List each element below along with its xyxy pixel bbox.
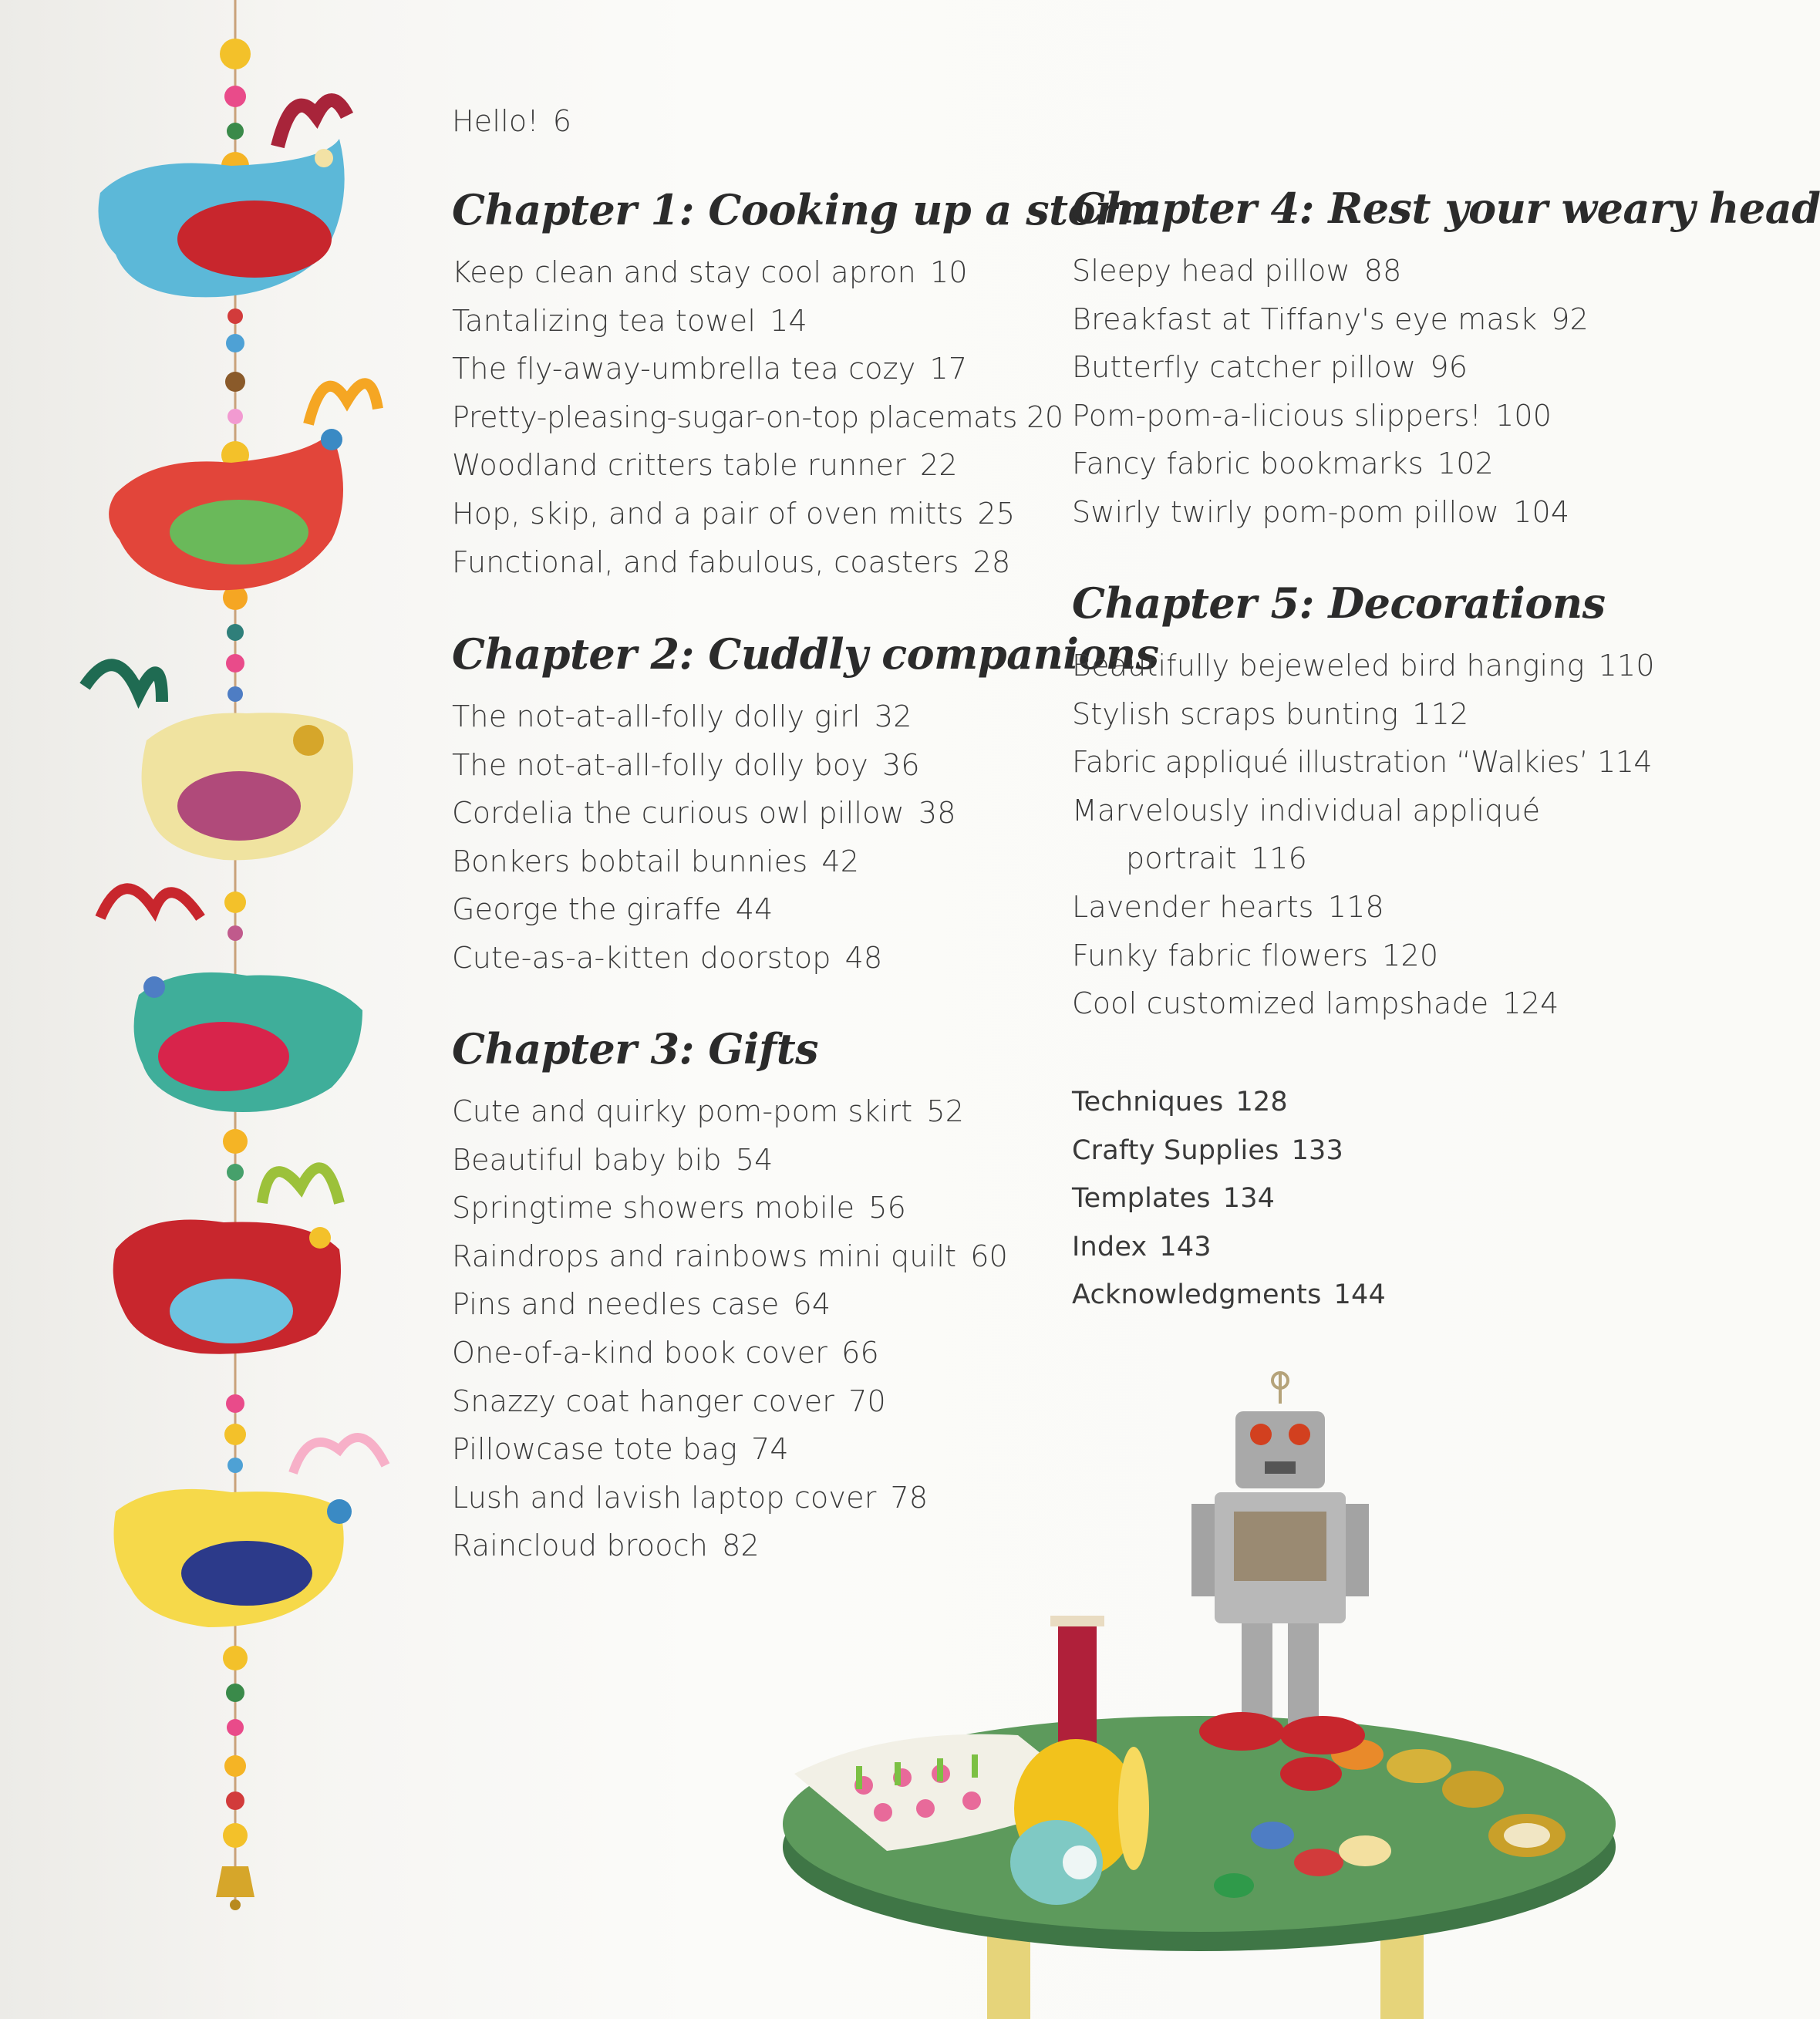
entry-page: 143 [1159, 1231, 1212, 1262]
entry-label: Pins and needles case [452, 1287, 780, 1322]
entry-page: 102 [1437, 447, 1495, 481]
fabric-bird-2 [109, 383, 378, 590]
toc-entry[interactable] [1072, 1078, 1386, 1127]
toc-entry[interactable] [452, 1184, 1008, 1232]
fabric-bird-3 [85, 665, 353, 860]
buttons-group [1214, 1739, 1566, 1898]
entry-page: 56 [868, 1191, 906, 1225]
toy-robot [1191, 1373, 1369, 1754]
entry-label: Breakfast at Tiffany's eye mask [1072, 302, 1538, 336]
entry-label: Templates [1072, 1183, 1211, 1215]
toc-entry-hello[interactable] [452, 97, 571, 146]
entry-page: 70 [848, 1384, 886, 1418]
toc-entry[interactable] [452, 838, 1159, 886]
toc-entry[interactable] [452, 693, 1159, 741]
entry-page: 118 [1327, 889, 1384, 924]
toc-entry[interactable] [452, 934, 1159, 983]
toc-entry[interactable] [1072, 979, 1655, 1028]
toc-entry[interactable] [452, 1232, 1008, 1281]
toc-entry[interactable] [1072, 343, 1820, 392]
toc-entry[interactable] [1072, 642, 1655, 690]
entry-page: 44 [735, 892, 774, 927]
entry-label: Lush and lavish laptop cover [452, 1480, 877, 1515]
toc-entry[interactable] [1072, 392, 1820, 440]
entry-label: Snazzy coat hanger cover [452, 1384, 835, 1418]
entry-label: Raindrops and rainbows mini quilt [452, 1239, 957, 1273]
toc-entry[interactable] [452, 345, 1161, 393]
toc-entry[interactable] [452, 1474, 1008, 1522]
entry-label: Techniques [1072, 1087, 1224, 1117]
entry-label: Cute-as-a-kitten doorstop [452, 940, 831, 975]
toc-entry[interactable] [452, 490, 1161, 538]
entry-page: 112 [1412, 696, 1469, 731]
entry-label: The fly-away-umbrella tea cozy [452, 352, 916, 386]
entry-label: Springtime showers mobile [452, 1191, 855, 1225]
entry-page: 114 [1597, 745, 1652, 780]
toc-entry[interactable] [452, 538, 1161, 587]
toc-entry[interactable] [452, 789, 1159, 838]
entry-page: 116 [1250, 841, 1307, 876]
toc-entry[interactable] [452, 1280, 1008, 1329]
entry-page: 74 [751, 1432, 789, 1467]
entry-page: 28 [972, 544, 1011, 579]
chapter-2-section [452, 622, 1159, 983]
entry-page: 54 [735, 1142, 774, 1177]
entry-label: Index [1072, 1231, 1148, 1262]
toc-entry[interactable] [1072, 1127, 1386, 1175]
entry-label: One-of-a-kind book cover [452, 1335, 828, 1370]
toc-entry[interactable] [1072, 247, 1820, 295]
entry-page: 110 [1598, 649, 1655, 683]
entry-label: Cordelia the curious owl pillow [452, 796, 905, 831]
entry-page: 52 [926, 1094, 965, 1128]
toc-entry[interactable] [452, 1377, 1008, 1426]
entry-label: Hello! [452, 104, 539, 138]
entry-page: 120 [1382, 938, 1439, 972]
entry-page: 92 [1551, 302, 1589, 336]
entry-label: Swirly twirly pom-pom pillow [1072, 494, 1500, 529]
entry-label: Pretty-pleasing-sugar-on-top placemats [452, 399, 1018, 434]
entry-page: 133 [1291, 1134, 1343, 1166]
entry-page: 96 [1430, 350, 1468, 385]
toc-entry[interactable] [1072, 488, 1820, 537]
entry-page: 144 [1333, 1279, 1386, 1311]
entry-page: 88 [1363, 254, 1402, 288]
entry-page: 78 [890, 1480, 929, 1515]
toc-entry[interactable] [1072, 932, 1655, 980]
toc-entry[interactable] [1072, 295, 1820, 344]
entry-page: 36 [881, 747, 920, 782]
entry-label: Cool customized lampshade [1072, 986, 1489, 1021]
entry-label: Sleepy head pillow [1072, 254, 1350, 288]
entry-label: Funky fabric flowers [1072, 938, 1369, 972]
entry-label: Bonkers bobtail bunnies [452, 844, 808, 878]
entry-label: The not-at-all-folly dolly girl [452, 699, 861, 733]
chapter-3-section [452, 1016, 1008, 1570]
entry-label: Fancy fabric bookmarks [1072, 447, 1424, 481]
entry-label: Raincloud brooch [452, 1529, 709, 1563]
chapter-5-section [1072, 571, 1655, 1028]
entry-page: 64 [793, 1287, 831, 1322]
entry-label: Cute and quirky pom-pom skirt [452, 1094, 913, 1128]
toc-entry[interactable] [452, 393, 1161, 442]
entry-page: 134 [1222, 1183, 1276, 1215]
entry-page: 100 [1495, 398, 1552, 433]
entry-label: Fabric appliqué illustration “Walkies’ [1072, 745, 1589, 780]
toc-entry[interactable] [1072, 690, 1655, 739]
chapter-4-section [1072, 176, 1820, 537]
toc-entry[interactable] [1072, 440, 1820, 488]
entry-label: Acknowledgments [1072, 1279, 1322, 1311]
entry-label: George the giraffe [452, 892, 722, 927]
toc-entry[interactable] [452, 885, 1159, 934]
fabric-bird-1 [99, 100, 348, 297]
entry-page: 66 [841, 1335, 879, 1370]
entry-page: 128 [1235, 1087, 1288, 1117]
toc-entry[interactable] [452, 248, 1161, 297]
toc-intro [452, 97, 571, 146]
entry-page: 14 [770, 303, 807, 338]
back-matter-section [1072, 1078, 1386, 1320]
entry-page: 17 [929, 352, 968, 386]
entry-label: Keep clean and stay cool apron [452, 255, 916, 289]
entry-page: 10 [929, 255, 968, 289]
fabric-bird-4 [100, 888, 362, 1112]
entry-label: Crafty Supplies [1072, 1134, 1279, 1166]
chapter-heading: Chapter 4: Rest your weary head [1072, 184, 1820, 233]
chapter-1-section [452, 177, 1161, 586]
entry-label: Marvelously individual appliqué [1072, 793, 1541, 827]
entry-page: 6 [552, 104, 572, 138]
entry-page: 42 [821, 844, 860, 878]
chapter-heading: Chapter 2: Cuddly companions [452, 629, 1159, 679]
toc-entry[interactable] [452, 297, 1161, 345]
entry-label: Woodland critters table runner [452, 448, 907, 483]
fabric-bird-5 [113, 1168, 341, 1353]
toc-entry[interactable] [452, 1425, 1008, 1474]
entry-page: 20 [1026, 399, 1063, 434]
toc-entry[interactable] [1072, 738, 1655, 787]
entry-page: 124 [1502, 986, 1559, 1021]
entry-label: portrait [1126, 841, 1237, 876]
toc-entry[interactable] [1072, 883, 1655, 932]
chapter-heading: Chapter 5: Decorations [1072, 578, 1606, 628]
toc-entry-continuation[interactable] [1072, 834, 1655, 883]
entry-label: The not-at-all-folly dolly boy [452, 747, 868, 782]
entry-label: Lavender hearts [1072, 889, 1314, 924]
bird-hanging-illustration [0, 0, 432, 2019]
entry-page: 104 [1513, 494, 1570, 529]
entry-page: 48 [844, 940, 883, 975]
toc-entry[interactable] [452, 1522, 1008, 1570]
chapter-heading: Chapter 3: Gifts [452, 1024, 819, 1074]
entry-label: Beautiful baby bib [452, 1142, 722, 1177]
entry-label: Tantalizing tea towel [452, 303, 757, 338]
toc-entry[interactable] [1072, 787, 1655, 835]
toc-entry[interactable] [1072, 1223, 1386, 1272]
toc-entry[interactable] [452, 1329, 1008, 1377]
toc-entry[interactable] [1072, 1175, 1386, 1223]
entry-label: Functional, and fabulous, coasters [452, 544, 959, 579]
entry-page: 22 [920, 448, 958, 483]
entry-label: Pom-pom-a-licious slippers! [1072, 398, 1481, 433]
entry-page: 32 [874, 699, 912, 733]
entry-page: 60 [970, 1239, 1008, 1273]
entry-label: Stylish scraps bunting [1072, 696, 1399, 731]
entry-label: Pillowcase tote bag [452, 1432, 738, 1467]
toc-entry[interactable] [452, 1136, 1008, 1185]
entry-label: Beautifully bejeweled bird hanging [1072, 649, 1585, 683]
toc-entry[interactable] [452, 441, 1161, 490]
toc-entry[interactable] [1072, 1271, 1386, 1320]
fabric-bird-6 [114, 1438, 386, 1627]
toc-entry[interactable] [452, 741, 1159, 790]
entry-label: Butterfly catcher pillow [1072, 350, 1417, 385]
toc-entry[interactable] [452, 1087, 1008, 1136]
entry-label: Hop, skip, and a pair of oven mitts [452, 496, 964, 531]
entry-page: 82 [722, 1529, 760, 1563]
chapter-heading: Chapter 1: Cooking up a storm [452, 185, 1161, 234]
entry-page: 25 [977, 496, 1016, 531]
entry-page: 38 [918, 796, 956, 831]
